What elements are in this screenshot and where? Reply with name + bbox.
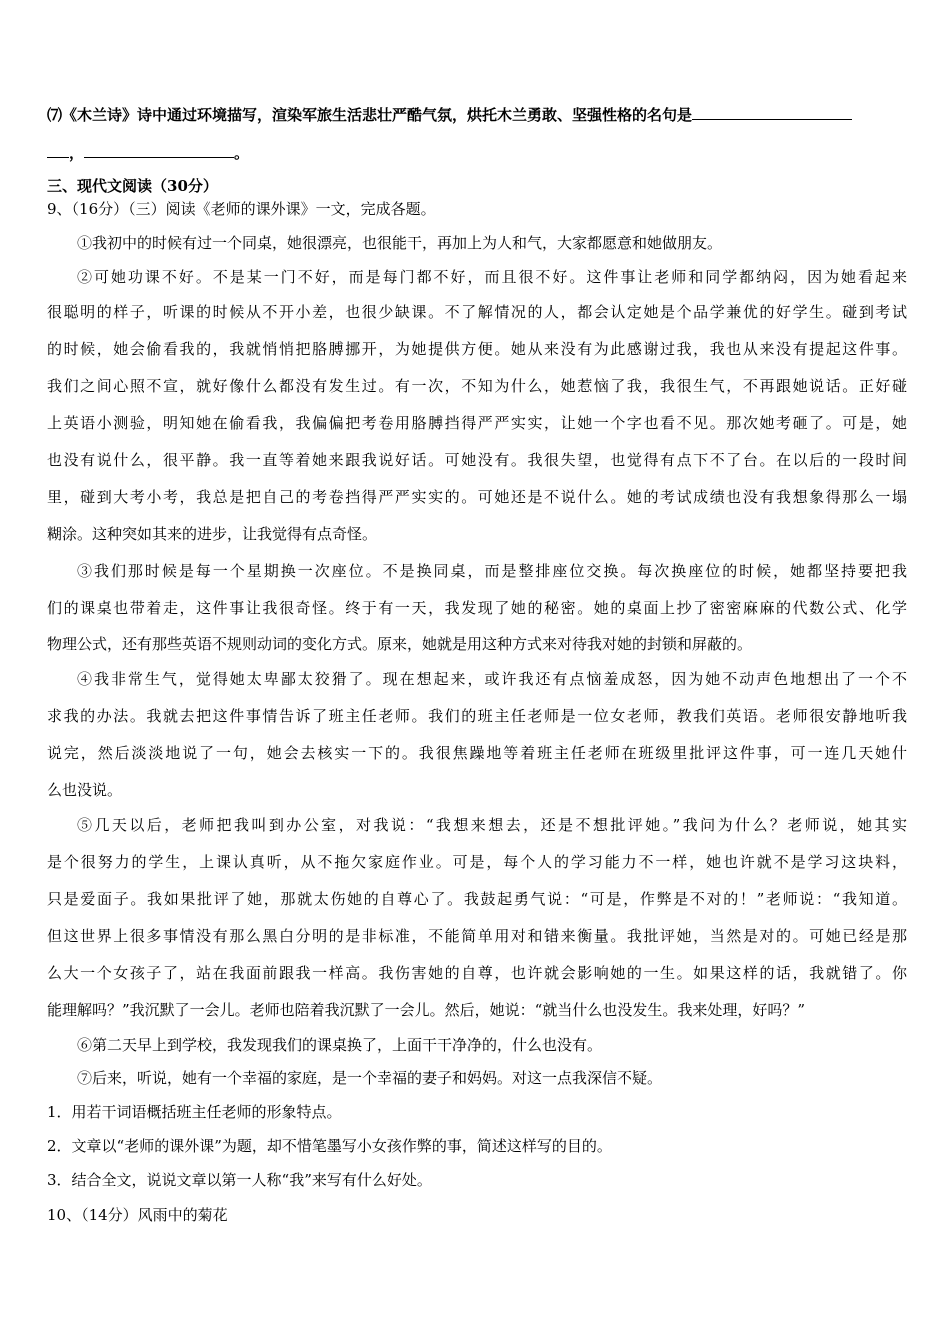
q9-paragraph-3-line-3: 物理公式，还有那些英语不规则动词的变化方式。原来，她就是用这种方式来对待我对她的封锁和屏蔽的。 bbox=[47, 635, 753, 653]
q9-paragraph-2-line-6: 也没有说什么，很平静。我一直等着她来跟我说好话。可她没有。我很失望，也觉得有点下不了台。在以后的一段时间 bbox=[47, 451, 907, 469]
q9-paragraph-2-line-4: 我们之间心照不宣，就好像什么都没有发生过。有一次，不知为什么，她惹恼了我，我很生气，不再跟她说话。正好碰 bbox=[47, 377, 907, 395]
q9-paragraph-2-line-3: 的时候，她会偷看我的，我就悄悄把胳膊挪开，为她提供方便。她从来没有为此感谢过我，我也从来没有提起这件事。 bbox=[47, 340, 907, 358]
q9-paragraph-3-line-1: ③我们那时候是每一个星期换一次座位。不是换同桌，而是整排座位交换。每次换座位的时候，她都坚持要把我 bbox=[77, 562, 907, 580]
q9-intro: 9、（16分）（三）阅读《老师的课外课》一文，完成各题。 bbox=[47, 200, 436, 218]
q9-subquestion-2: 2．文章以“老师的课外课”为题，却不惜笔墨写小女孩作弊的事，简述这样写的目的。 bbox=[47, 1137, 612, 1155]
q7-line bbox=[47, 104, 907, 125]
q9-paragraph-7: ⑦后来，听说，她有一个幸福的家庭，是一个幸福的妻子和妈妈。对这一点我深信不疑。 bbox=[77, 1069, 663, 1087]
q7-period: 。 bbox=[234, 144, 250, 162]
q9-subquestion-3: 3．结合全文，说说文章以第一人称“我”来写有什么好处。 bbox=[47, 1171, 432, 1189]
q9-paragraph-2-line-2: 很聪明的样子，听课的时候从不开小差，也很少缺课。不了解情况的人，都会认定她是个品学兼优的好学生。碰到考试 bbox=[47, 303, 907, 321]
q9-paragraph-6: ⑥第二天早上到学校，我发现我们的课桌换了，上面干干净净的，什么也没有。 bbox=[77, 1036, 603, 1054]
q9-paragraph-4-line-4: 么也没说。 bbox=[47, 781, 123, 799]
q7-text: ⑺《木兰诗》诗中通过环境描写，渲染军旅生活悲壮严酷气氛，烘托木兰勇敢、坚强性格的名句是 bbox=[47, 106, 693, 124]
q10-intro: 10、（14分）风雨中的菊花 bbox=[47, 1206, 228, 1224]
q9-subquestion-1: 1．用若干词语概括班主任老师的形象特点。 bbox=[47, 1103, 342, 1121]
q9-paragraph-5-line-3: 只是爱面子。我如果批评了她，那就太伤她的自尊心了。我鼓起勇气说：“可是，作弊是不对的！”老师说：“我知道。 bbox=[47, 890, 907, 908]
q7-answer-blank-1-cont[interactable] bbox=[47, 142, 69, 158]
q7-answer-blank-1[interactable] bbox=[692, 104, 852, 120]
q9-paragraph-4-line-3: 说完，然后淡淡地说了一句，她会去核实一下的。我很焦躁地等着班主任老师在班级里批评这件事，可一连几天她什 bbox=[47, 744, 907, 762]
q9-paragraph-4-line-1: ④我非常生气，觉得她太卑鄙太狡猾了。现在想起来，或许我还有点恼羞成怒，因为她不动声色地想出了一个不 bbox=[77, 670, 907, 688]
q9-paragraph-5-line-4: 但这世界上很多事情没有那么黑白分明的是非标准，不能简单用对和错来衡量。我批评她，当然是对的。可她已经是那 bbox=[47, 927, 907, 945]
q9-paragraph-3-line-2: 们的课桌也带着走，这件事让我很奇怪。终于有一天，我发现了她的秘密。她的桌面上抄了密密麻麻的代数公式、化学 bbox=[47, 599, 907, 617]
q9-paragraph-5-line-5: 么大一个女孩子了，站在我面前跟我一样高。我伤害她的自尊，也许就会影响她的一生。如果这样的话，我就错了。你 bbox=[47, 964, 907, 982]
q9-paragraph-2-line-1: ②可她功课不好。不是某一门不好，而是每门都不好，而且很不好。这件事让老师和同学都纳闷，因为她看起来 bbox=[77, 268, 907, 286]
q9-paragraph-1: ①我初中的时候有过一个同桌，她很漂亮，也很能干，再加上为人和气，大家都愿意和她做朋友。 bbox=[77, 234, 723, 252]
q9-paragraph-5-line-1: ⑤几天以后，老师把我叫到办公室，对我说：“我想来想去，还是不想批评她。”我问为什么？老师说，她其实 bbox=[77, 816, 907, 834]
q7-answer-blank-2[interactable] bbox=[84, 142, 234, 158]
q7-continuation-line bbox=[47, 142, 907, 163]
section3-heading: 三、现代文阅读（30分） bbox=[47, 177, 218, 195]
q7-comma: ， bbox=[69, 144, 85, 162]
q9-paragraph-5-line-2: 是个很努力的学生，上课认真听，从不拖欠家庭作业。可是，每个人的学习能力不一样，她也许就不是学习这块料， bbox=[47, 853, 907, 871]
q9-paragraph-5-line-6: 能理解吗？”我沉默了一会儿。老师也陪着我沉默了一会儿。然后，她说：“就当什么也没发生。我来处理，好吗？” bbox=[47, 1001, 806, 1019]
q9-paragraph-4-line-2: 求我的办法。我就去把这件事情告诉了班主任老师。我们的班主任老师是一位女老师，教我们英语。老师很安静地听我 bbox=[47, 707, 907, 725]
q9-paragraph-2-line-5: 上英语小测验，明知她在偷看我，我偏偏把考卷用胳膊挡得严严实实，让她一个字也看不见。那次她考砸了。可是，她 bbox=[47, 414, 907, 432]
q9-paragraph-2-line-7: 里，碰到大考小考，我总是把自己的考卷挡得严严实实的。可她还是不说什么。她的考试成绩也没有我想象得那么一塌 bbox=[47, 488, 907, 506]
q9-paragraph-2-line-8: 糊涂。这种突如其来的进步，让我觉得有点奇怪。 bbox=[47, 525, 378, 543]
